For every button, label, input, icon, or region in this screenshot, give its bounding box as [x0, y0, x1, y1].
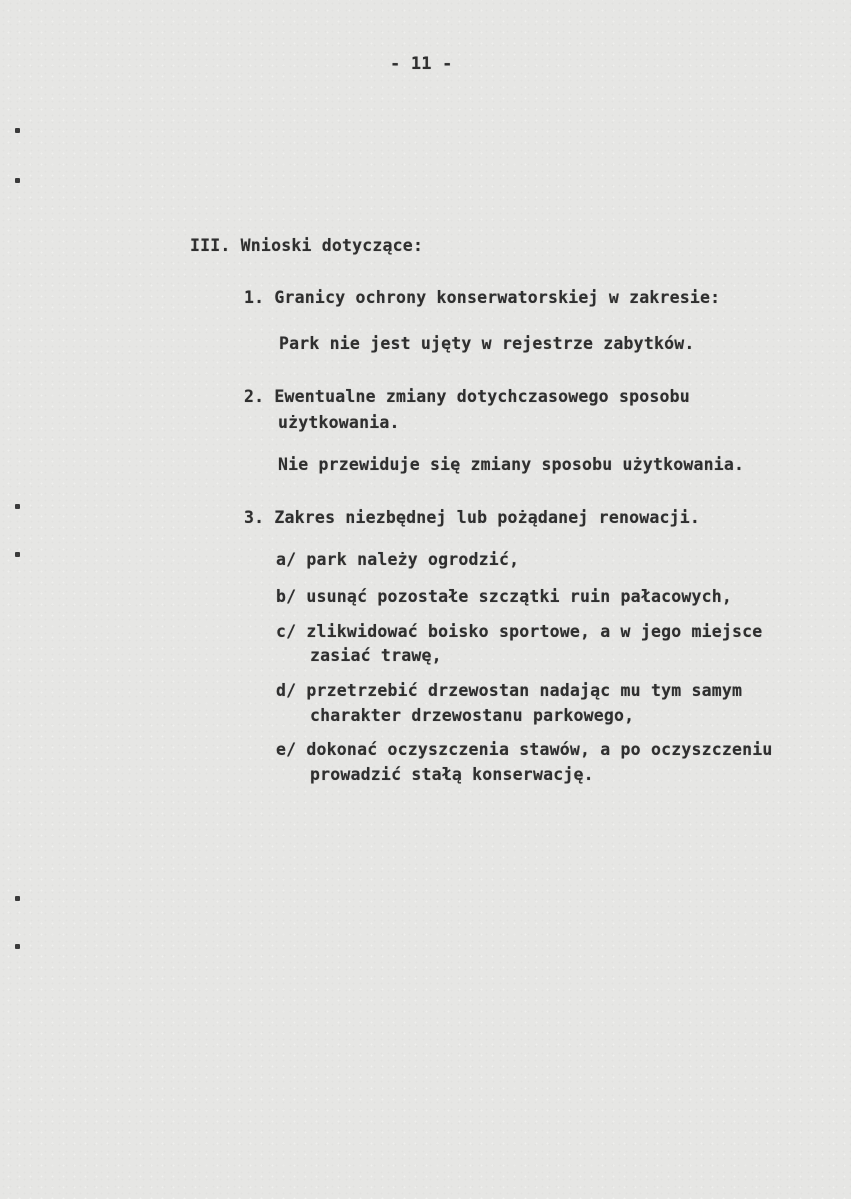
subitem-c-line1: c/ zlikwidować boisko sportowe, a w jego miejsce [276, 622, 763, 641]
item-2-body: Nie przewiduje się zmiany sposobu użytkowania. [278, 455, 745, 474]
subitem-a: a/ park należy ogrodzić, [276, 550, 520, 569]
subitem-e-line1: e/ dokonać oczyszczenia stawów, a po oczyszczeniu [276, 740, 773, 759]
punch-mark [15, 552, 20, 557]
item-3-title: 3. Zakres niezbędnej lub pożądanej renowacji. [244, 508, 701, 527]
subitem-c-line2: zasiać trawę, [310, 646, 442, 665]
punch-mark [15, 178, 20, 183]
subitem-d-line2: charakter drzewostanu parkowego, [310, 706, 635, 725]
item-1-title: 1. Granicy ochrony konserwatorskiej w zakresie: [244, 288, 721, 307]
item-1-body: Park nie jest ujęty w rejestrze zabytków. [279, 334, 695, 353]
subitem-e-line2: prowadzić stałą konserwację. [310, 765, 594, 784]
page-number: - 11 - [390, 54, 453, 74]
punch-mark [15, 896, 20, 901]
punch-mark [15, 944, 20, 949]
subitem-b: b/ usunąć pozostałe szczątki ruin pałacowych, [276, 587, 733, 606]
subitem-d-line1: d/ przetrzebić drzewostan nadając mu tym samym [276, 681, 743, 700]
punch-mark [15, 128, 20, 133]
item-2-title-line1: 2. Ewentualne zmiany dotychczasowego sposobu [244, 387, 690, 406]
section-heading: III. Wnioski dotyczące: [190, 236, 424, 255]
item-2-title-line2: użytkowania. [278, 413, 400, 432]
punch-mark [15, 504, 20, 509]
